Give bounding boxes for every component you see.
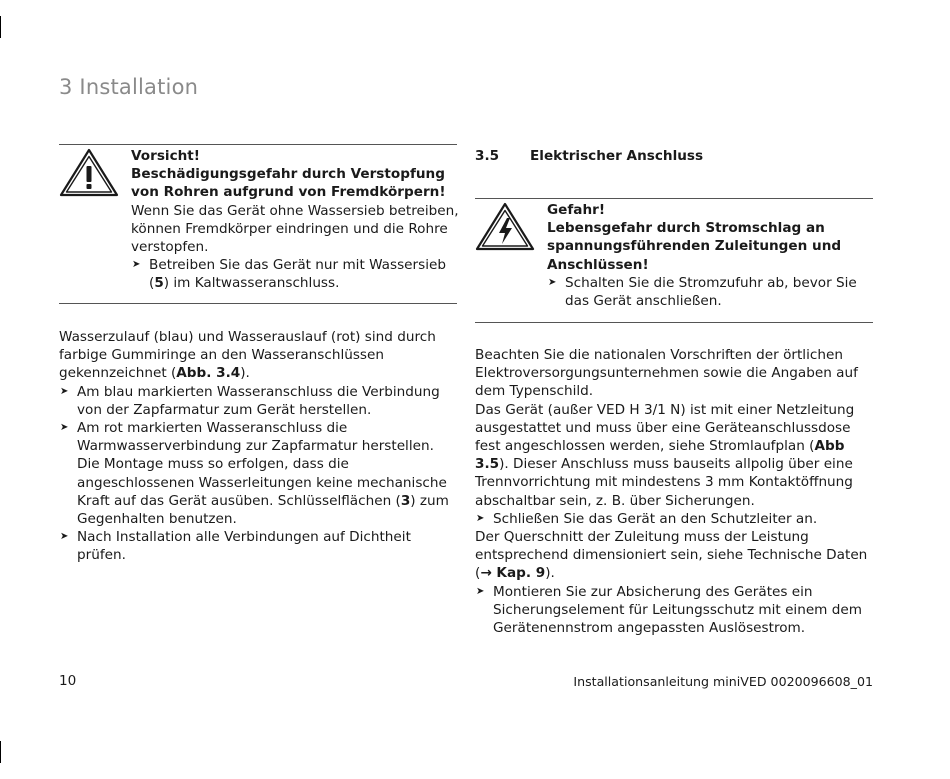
danger-warning bbox=[547, 201, 873, 310]
reference-3: 3 bbox=[400, 492, 411, 509]
caution-title: Vorsicht! bbox=[131, 148, 201, 164]
bullet-arrow-icon: ➤ bbox=[476, 585, 485, 597]
list-item: ➤ Am rot markierten Wasseranschluss die Warmwasserverbindung zur Zapfarmatur herstellen. Die Montage muss so erfolgen, dass die angeschlossenen Wasserleitungen keine mechanische Kraft auf das Gerät ausüben. Schlüsselflächen (3) zum Gegenhalten benutzen. bbox=[60, 420, 449, 528]
page-number: 10 bbox=[59, 673, 77, 689]
intro-paragraph: Wasserzulauf (blau) und Wasserauslauf (rot) sind durch farbige Gummiringe an den Wasseranschlüssen gekennzeichnet (Abb. 3.4). bbox=[59, 329, 436, 382]
list-item: ➤ Schließen Sie das Gerät an den Schutzleiter an. bbox=[476, 510, 818, 527]
paragraph: Das Gerät (außer VED H 3/1 N) ist mit einer Netzleitung ausgestattet und muss über eine Geräteanschlussdose fest angeschlossen werden, siehe Stromlaufplan (Abb 3.5). Dieser Anschluss muss bauseits allpolig über eine Trennvorrichtung mit mindestens 3 mm Kontaktöffnung abschaltbar sein, z. B. über Sicherungen. bbox=[475, 401, 855, 509]
paragraph: Beachten Sie die nationalen Vorschriften der örtlichen Elektroversorgungsunternehmen sowie die Angaben auf dem Typenschild. bbox=[475, 347, 858, 400]
section-title: Elektrischer Anschluss bbox=[530, 148, 704, 164]
list-item: ➤ Montieren Sie zur Absicherung des Gerätes ein Sicherungselement für Leitungsschutz mit einem dem Gerätenennstrom angepassten Auslösestrom. bbox=[476, 583, 862, 637]
bullet-arrow-icon: ➤ bbox=[60, 531, 69, 543]
figure-ref-3-5: Abb 3.5 bbox=[475, 438, 845, 473]
document-info: Installationsanleitung miniVED 0020096608_01 bbox=[573, 674, 873, 689]
warning-top-rule bbox=[59, 144, 457, 145]
right-body bbox=[475, 346, 873, 637]
caution-bullet: ➤ Betreiben Sie das Gerät nur mit Wassersieb (5) im Kaltwasseranschluss. bbox=[132, 257, 446, 292]
section-number: 3.5 bbox=[475, 148, 500, 164]
danger-bottom-rule bbox=[475, 322, 873, 323]
warning-bottom-rule bbox=[59, 303, 457, 304]
danger-top-rule bbox=[475, 198, 873, 199]
reference-5: 5 bbox=[154, 275, 164, 292]
bullet-arrow-icon: ➤ bbox=[132, 259, 141, 271]
crop-mark-bottom bbox=[0, 741, 1, 763]
caution-heading: Beschädigungsgefahr durch Verstopfung von Rohren aufgrund von Fremdkörpern! bbox=[131, 166, 446, 201]
bullet-arrow-icon: ➤ bbox=[548, 276, 557, 288]
danger-bullet: ➤ Schalten Sie die Stromzufuhr ab, bevor Sie das Gerät anschließen. bbox=[548, 274, 857, 310]
caution-triangle-icon bbox=[59, 148, 119, 198]
electric-shock-icon bbox=[475, 202, 535, 252]
left-body bbox=[59, 328, 457, 565]
crop-mark-top bbox=[0, 16, 1, 38]
caution-text: Wenn Sie das Gerät ohne Wassersieb betreiben, können Fremdkörper eindringen und die Rohre verstopfen. bbox=[131, 202, 459, 256]
bullet-arrow-icon: ➤ bbox=[476, 512, 485, 524]
danger-heading: Lebensgefahr durch Stromschlag an spannungsführenden Zuleitungen und Anschlüssen! bbox=[547, 220, 842, 273]
paragraph: Der Querschnitt der Zuleitung muss der Leistung entsprechend dimensioniert sein, siehe Technische Daten (→ Kap. 9). bbox=[475, 529, 868, 582]
chapter-ref-9: → Kap. 9 bbox=[480, 565, 546, 582]
danger-title: Gefahr! bbox=[547, 202, 606, 218]
list-item: ➤ Am blau markierten Wasseranschluss die Verbindung von der Zapfarmatur zum Gerät herstellen. bbox=[60, 383, 440, 418]
list-item: ➤ Nach Installation alle Verbindungen auf Dichtheit prüfen. bbox=[60, 529, 411, 564]
caution-warning bbox=[131, 147, 459, 293]
chapter-title: 3 Installation bbox=[59, 75, 199, 99]
figure-ref-3-4: Abb. 3.4 bbox=[176, 365, 241, 382]
bullet-arrow-icon: ➤ bbox=[60, 385, 69, 397]
bullet-arrow-icon: ➤ bbox=[60, 422, 69, 434]
